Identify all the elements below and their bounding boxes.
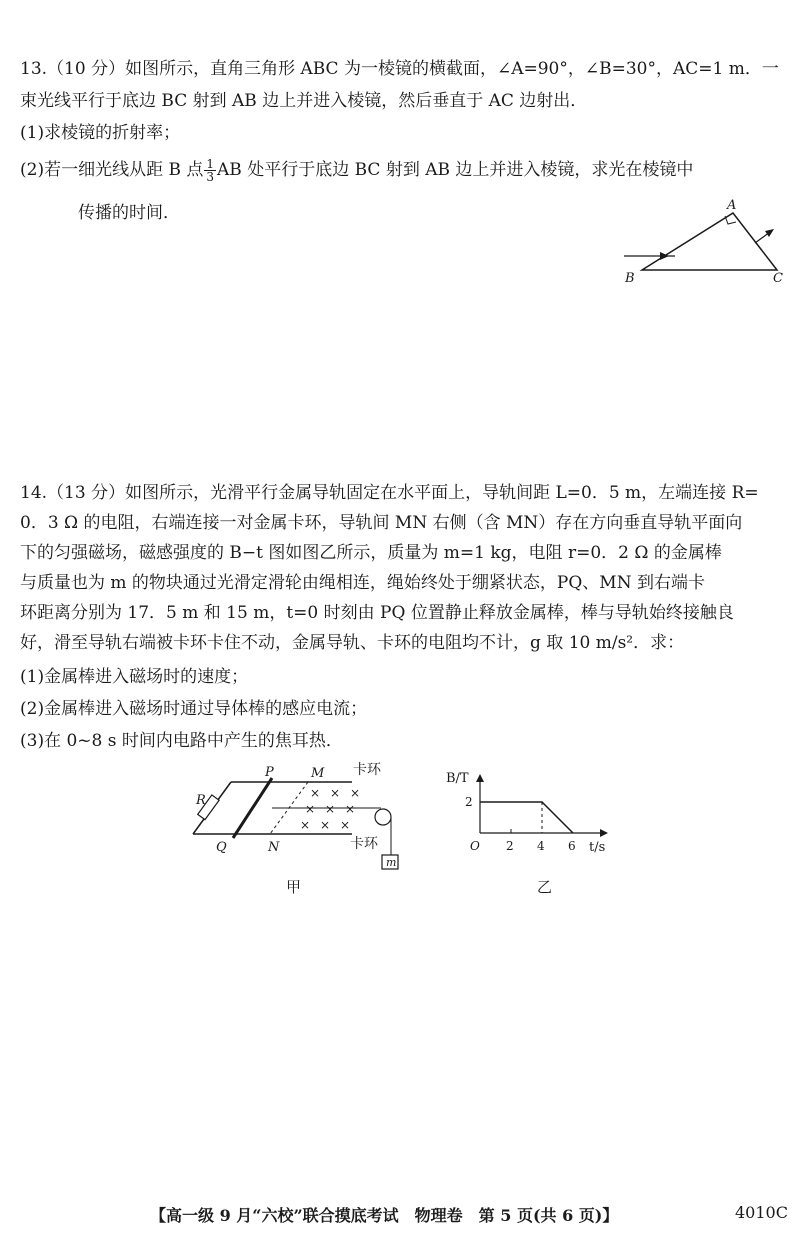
page-footer: 【高一级 9 月“六校”联合摸底考试 物理卷 第 5 页(共 6 页)】 <box>150 1206 619 1225</box>
q14-line-6: 好，滑至导轨右端被卡环卡住不动，金属导轨、卡环的电阻均不计，g 取 10 m/s²．求： <box>20 633 685 653</box>
x-tick-label: 6 <box>568 839 576 853</box>
q14-line-4: 与质量也为 m 的物块通过光滑定滑轮由绳相连，绳始终处于绷紧状态，PQ、MN 到右端卡 <box>20 573 705 593</box>
q14-part-3: (3)在 0~8 s 时间内电路中产生的焦耳热． <box>20 731 343 751</box>
q14-line-1: 14.（13 分）如图所示，光滑平行金属导轨固定在水平面上，导轨间距 L=0．5 m，左端连接 R= <box>20 483 759 503</box>
q13-part-2-cont: 传播的时间． <box>78 203 180 223</box>
mass-label: m <box>386 856 397 869</box>
paper-code: 4010C <box>735 1203 788 1222</box>
fraction-denominator: 3 <box>206 170 215 184</box>
y-axis-label: B/T <box>446 771 469 786</box>
ring-bottom-label: 卡环 <box>350 836 378 852</box>
field-mark: × <box>310 786 321 800</box>
q13-line-1: 13.（10 分）如图所示，直角三角形 ABC 为一棱镜的横截面，∠A=90°，∠B=30°，AC=1 m．一 <box>20 59 779 79</box>
ring-top-label: 卡环 <box>353 762 381 778</box>
x-tick-label: 4 <box>537 839 545 853</box>
q14-line-2: 0．3 Ω 的电阻，右端连接一对金属卡环，导轨间 MN 右侧（含 MN）存在方向垂直导轨平面向 <box>20 513 743 533</box>
q13-part-1: (1)求棱镜的折射率； <box>20 123 181 143</box>
field-mark: × <box>325 802 336 816</box>
x-tick-label: 2 <box>506 839 514 853</box>
q14-line-5: 环距离分别为 17．5 m 和 15 m，t=0 时刻由 PQ 位置静止释放金属棒，棒与导轨始终接触良 <box>20 603 734 623</box>
x-axis-arrow <box>600 829 608 837</box>
q14-part-2: (2)金属棒进入磁场时通过导体棒的感应电流； <box>20 699 368 719</box>
vertex-a-label: A <box>727 198 737 213</box>
fraction-numerator: 1 <box>206 157 215 171</box>
x-axis-label: t/s <box>589 840 606 855</box>
q13-part-2-start: (2)若一细光线从距 B 点 <box>20 160 204 180</box>
y-axis-arrow <box>476 774 484 782</box>
label-p: P <box>265 765 274 780</box>
origin-label: O <box>470 839 480 853</box>
resistor-label: R <box>196 793 206 808</box>
vertex-b-label: B <box>625 271 635 286</box>
q14-part-1: (1)金属棒进入磁场时的速度； <box>20 667 249 687</box>
field-mark: × <box>320 818 331 832</box>
b-t-line <box>480 802 573 833</box>
label-n: N <box>268 840 280 855</box>
field-mark: × <box>345 802 356 816</box>
field-mark: × <box>305 802 316 816</box>
q13-part-2-end: AB 处平行于底边 BC 射到 AB 边上并进入棱镜，求光在棱镜中 <box>217 160 694 180</box>
field-mark: × <box>340 818 351 832</box>
field-mark: × <box>350 786 361 800</box>
figure-jia-caption: 甲 <box>286 878 302 896</box>
q13-line-2: 束光线平行于底边 BC 射到 AB 边上并进入棱镜，然后垂直于 AC 边射出． <box>20 91 588 111</box>
figure-yi-caption: 乙 <box>537 878 553 896</box>
vertex-c-label: C <box>773 271 783 286</box>
label-q: Q <box>216 840 227 855</box>
field-mark: × <box>300 818 311 832</box>
field-mark: × <box>330 786 341 800</box>
y-tick-label: 2 <box>465 795 473 809</box>
label-m: M <box>311 766 325 781</box>
q14-line-3: 下的匀强磁场，磁感强度的 B−t 图如图乙所示，质量为 m=1 kg，电阻 r=0．2 Ω 的金属棒 <box>20 543 722 563</box>
